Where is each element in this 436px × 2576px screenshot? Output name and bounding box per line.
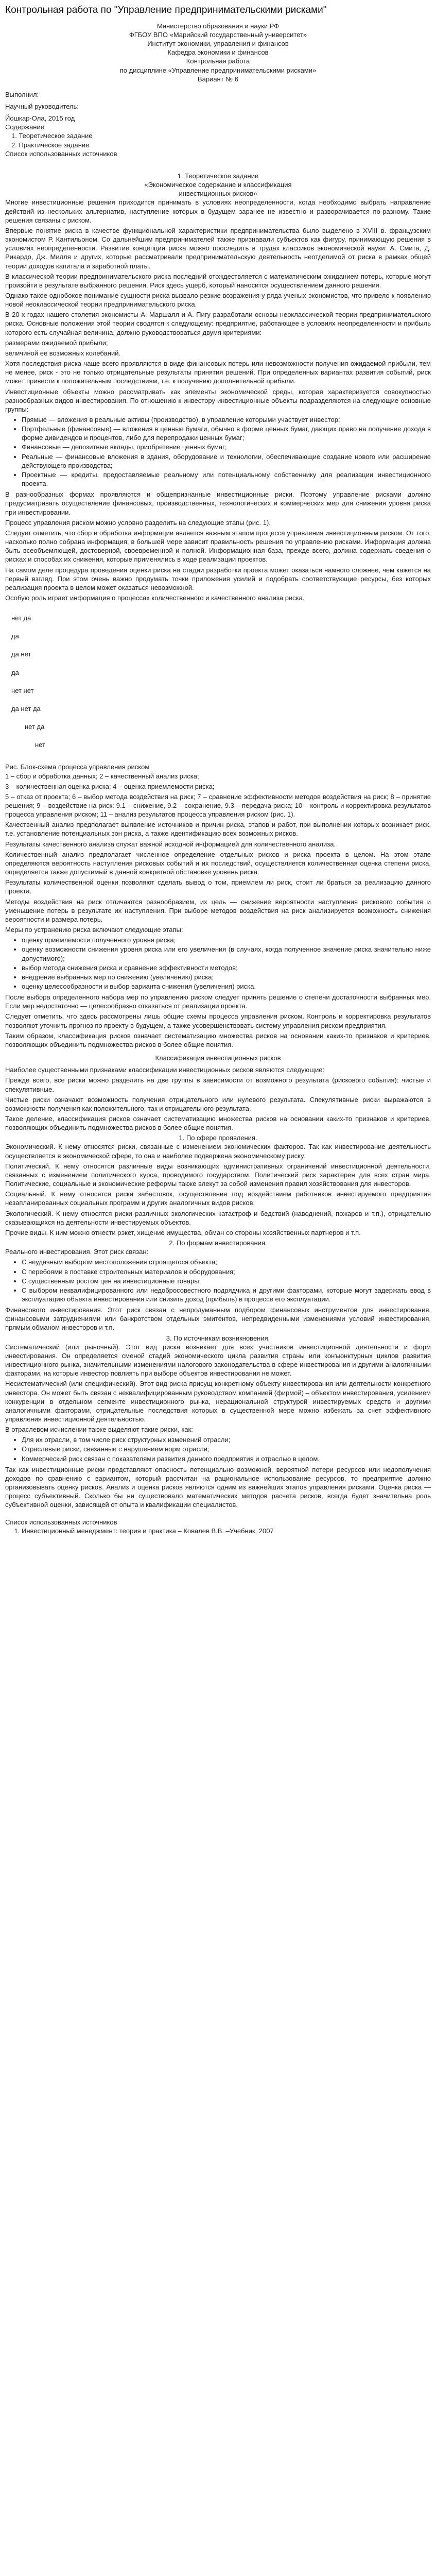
list-item: • С перебоями в поставке строительных материалов и оборудования;	[22, 1267, 431, 1276]
paragraph: Особую роль играет информация о процессах количественного и качественного анализа риска.	[5, 594, 305, 602]
flowchart-label: да нет	[11, 650, 31, 658]
contents-heading: Содержание	[5, 123, 44, 131]
list-item: • Для их отрасли, в том числе риск структурных изменений отрасли;	[22, 1435, 431, 1444]
references-list	[5, 1527, 431, 1535]
references-heading: Список использованных источников	[5, 1518, 117, 1526]
paragraph: Качественный анализ предполагает выявление источников и причин риска, этапов и работ, при выполнении которых возникает риск, т.е. установление потенциальных зон риска, а также идентификацию всех возможных рисков.	[5, 821, 431, 838]
reference-item: 1. Инвестиционный менеджмент: теория и практика – Ковалев В.В. –Учебник, 2007	[22, 1527, 431, 1535]
work-type-line: Контрольная работа	[186, 57, 250, 65]
university-line: ФГБОУ ВПО «Марийский государственный университет»	[129, 30, 307, 39]
measures-list	[5, 936, 431, 991]
list-item: • Финансовые — депозитные вклады, приобретение ценных бумаг;	[22, 443, 431, 451]
paragraph: Количественный анализ предполагает численное определение отдельных рисков и риска проекта в целом. На этом этапе определяются вероятность наступления рисковых событий и их последствий, осуществляется количественная оценка степени риска, определяется также допустимый в данной конкретной обстановке уровень риска.	[5, 850, 431, 876]
list-item: • Реальные — финансовые вложения в здания, оборудование и технологии, обеспечивающие создание нового или расширение действующего производства;	[22, 452, 431, 470]
flowchart-label: да нет да	[11, 704, 41, 713]
title-block	[5, 22, 431, 83]
paragraph: Экономический. К нему относятся риски, связанные с изменением экономических факторов. Так как инвестирование деятельность осуществляется в экономической сфере, то она и наиболее подвержена экономическому риску.	[5, 1143, 431, 1160]
section-subtitle: инвестиционных рисков»	[179, 190, 257, 198]
paragraph: величиной ее возможных колебаний.	[5, 349, 121, 357]
paragraph: Чистые риски означают возможность получения отрицательного или нулевого результата. Спекулятивные риски выражаются в возможности получения как положительного, так и отрицательного результата.	[5, 1095, 431, 1112]
city-year: Йошкар-Ола, 2015 год	[5, 114, 75, 123]
list-item: • внедрение выбранных мер по снижению (увеличению) риска;	[22, 973, 431, 981]
paragraph: Результаты количественной оценки позволяют сделать вывод о том, приемлем ли риск, стоит ли браться за реализацию данного проекта.	[5, 878, 431, 895]
paragraph: Многие инвестиционные решения приходится принимать в условиях неопределенности, когда необходимо выбрать направление действий из нескольких альтернатив, наступление которых в будущем заранее не известно и разворачивается по-разному. Такие решения связаны с риском.	[5, 198, 431, 224]
performed-label: Выполнил:	[5, 90, 39, 98]
paragraph: На самом деле процедура проведения оценки риска на стадии разработки проекта может оказаться намного сложнее, чем кажется на первый взгляд. При этом очень важно продумать точки приложения усилий и подобрать соответствующие ресурсы, без которых реализация проекта в целом может оказаться невозможной.	[5, 566, 431, 591]
paragraph: Политический. К нему относятся различные виды возникающих административных ограничений инвестиционной деятельности, связанных с изменением политического курса, проводимого государством. Политический риск характерен для всех стран мира. Политические, социальные и экономические реформы также влекут за собой изменения правил хозяйствования для инвесторов.	[5, 1162, 431, 1188]
paragraph: Систематический (или рыночный). Этот вид риска возникает для всех участников инвестиционной деятельности и форм инвестирования. Он определяется сменой стадий экономического цикла развития страны или конъюнктурных циклов развития инвестиционного рынка, значительными изменениями налогового законодательства в сфере инвестирования и другими аналогичными факторами, на которые инвестор повлиять при выборе объектов инвестирования не может.	[5, 1343, 431, 1378]
paragraph: Следует отметить, что сбор и обработка информации является важным этапом процесса управления инвестиционным риском. От того, насколько полно собрана информация, в большей мере зависит правильность решения по управлению рисками. Информация должна быть всеобъемлющей, достоверной, своевременной и полной. Информационная база, прежде всего, должна содержать сведения о рисках и способах их снижения, которые применялись в ходе реализации проектов.	[5, 529, 431, 564]
variant-line: Вариант № 6	[197, 75, 239, 83]
list-item: • оценку возможности снижения уровня риска или его увеличения (в случаях, когда полученное значение риска значительно ниже допустимого);	[22, 945, 431, 962]
toc-item: 1. Теоретическое задание	[11, 132, 93, 140]
paragraph: Впервые понятие риска в качестве функциональной характеристики предпринимательства было выделено в XVIII в. французским экономистом Р. Кантильоном. Со дальнейшим предпринимателей также признавали субъектов как фигуру, принимающую решения в условиях неопределенности. Развитие концепции риска можно проследить в трудах классиков экономической науки: А. Смита, Д. Рикардо, Дж. Милля и других, которые рассматривали предпринимательскую деятельность неотделимой от риска в рамках общей теории доходов капитала и заработной платы.	[5, 226, 431, 270]
paragraph: Социальный. К нему относятся риски забастовок, осуществления под воздействием работников инвестируемого предприятия незапланированных социальных программ и других аналогичных видов рисков.	[5, 1190, 431, 1207]
paragraph: Инвестиционные объекты можно рассматривать как элементы экономической среды, которая характеризуется совокупностью разнообразных видов инвестирования. По отношению к инвестору инвестиционные объекты подразделяются на следующие основные группы:	[5, 387, 431, 413]
paragraph: Такое деление, классификация рисков означает систематизацию множества рисков на основании каких-то признаков и критериев, позволяющих объединить подмножества рисков в более общие понятия.	[5, 1115, 431, 1132]
flowchart-label: да	[11, 632, 19, 640]
paragraph: Процесс управления риском можно условно разделить на следующие этапы (рис. 1).	[5, 518, 271, 527]
subsection-heading: 1. По сфере проявления.	[179, 1134, 257, 1142]
figure-caption: Рис. Блок-схема процесса управления риском	[5, 763, 150, 771]
paragraph: Финансового инвестирования. Этот риск связан с непродуманным подбором финансовых инструментов для инвестирования, финансовыми затруднениями или банкротством отдельных эмитентов, непредвиденными изменениями условий инвестирования, прямым обманом инвесторов и т.п.	[5, 1306, 431, 1332]
section-subtitle: «Экономическое содержание и классификация	[144, 181, 292, 189]
list-item: • оценку приемлемости полученного уровня риска;	[22, 936, 431, 944]
caption-item: 1 – сбор и обработка данных; 2 – качественный анализ риска;	[5, 772, 199, 780]
paragraph: Методы воздействия на риск отличаются разнообразием, их цель — снижение вероятности наступления рискового события и уменьшение потерь в результате их наступления. При выборе методов воздействия на риск анализируется возможность снижения вероятности и размера потерь.	[5, 897, 431, 923]
section-heading: 1. Теоретическое задание	[177, 172, 259, 180]
page-title: Контрольная работа по "Управление предпринимательскими рисками"	[5, 5, 327, 15]
paragraph: Экологический. К нему относятся риски различных экологических катастроф и бедствий (наводнений, пожаров и т.п.), отрицательно сказывающихся на деятельности инвестируемых объектов.	[5, 1209, 431, 1226]
toc-item: 2. Практическое задание	[11, 141, 90, 149]
list-item: • С неудачным выбором местоположения строящегося объекта;	[22, 1258, 431, 1266]
list-item: • Портфельные (финансовые) — вложения в ценные бумаги, обычно в форме ценных бумаг, дающих право на получение дохода в форме дивидендов и процентов, либо для перепродажи ценных бумаг;	[22, 425, 431, 442]
institute-line: Институт экономики, управления и финансов	[147, 40, 289, 48]
ministry-line: Министерство образования и науки РФ	[156, 22, 280, 30]
flowchart-residue	[5, 614, 431, 749]
paragraph: размерами ожидаемой прибыли;	[5, 338, 108, 347]
caption-item: 3 – количественная оценка риска; 4 – оценка приемлемости риска;	[5, 782, 215, 790]
list-item: • С существенным ростом цен на инвестиционные товары;	[22, 1277, 431, 1285]
paragraph: Прочие виды. К ним можно отнести рэкет, хищение имущества, обман со стороны хозяйственных партнеров и т.п.	[5, 1228, 361, 1236]
paragraph: Хотя последствия риска чаще всего проявляются в виде финансовых потерь или невозможности получения ожидаемой прибыли, тем не менее, риск - это не только отрицательные результаты принятия решений. При определенных вариантах развития событий, риск может привести к положительным последствиям, т.е. к получению дополнительной прибыли.	[5, 360, 431, 385]
list-item: • Коммерческий риск связан с показателями развития данного предприятия и отраслью в целом.	[22, 1454, 431, 1463]
paragraph: Результаты качественного анализа служат важной исходной информацией для количественного анализа.	[5, 840, 336, 848]
paragraph: Однако такое однобокое понимание сущности риска вызвало резкие возражения у ряда ученых-экономистов, что привело к появлению новой неоклассической теории предпринимательского риска.	[5, 291, 431, 309]
discipline-line: по дисциплине «Управление предпринимательскими рисками»	[119, 66, 317, 74]
flowchart-label: нет	[35, 741, 45, 749]
flowchart-label: нет да	[25, 723, 45, 731]
paragraph: В 20-х годах нашего столетия экономисты А. Маршалл и А. Пигу разработали основы неоклассической теории предпринимательского риска. Основные положения этой теории сводятся к следующему: предприятие, работающее в условиях неопределенности и прибыль которого есть случайная величина, должно руководствоваться двумя критериями:	[5, 311, 431, 336]
flowchart-label: да	[11, 668, 19, 676]
supervisor-label: Научный руководитель:	[5, 103, 79, 110]
toc-item: Список использованных источников	[5, 149, 117, 158]
real-investment-risk-list	[5, 1258, 431, 1303]
subsection-heading: 2. По формам инвестирования.	[169, 1239, 267, 1247]
flowchart-label: нет нет	[11, 686, 34, 694]
list-item: • Отраслевые риски, связанные с нарушением норм отрасли;	[22, 1445, 431, 1453]
investment-groups-list	[5, 415, 431, 488]
list-item: • выбор метода снижения риска и сравнение эффективности методов;	[22, 963, 431, 972]
list-item: • оценку целесообразности и выбор варианта снижения (увеличения) риска.	[22, 982, 431, 991]
paragraph: Реального инвестирования. Этот риск связан:	[5, 1248, 149, 1256]
paragraph: Следует отметить, что здесь рассмотрены лишь общие схемы процесса управления риском. Контроль и корректировка результатов позволяют уточнить прогноз по проекту в будущем, а также усовершенствовать систему управления риском предприятия.	[5, 1012, 431, 1029]
paragraph: Так как инвестиционные риски представляют опасность потенциально возможной, вероятной потери ресурсов или недополучения доходов по сравнению с вариантом, который рассчитан на рациональное использование ресурсов, то предприятие должно организовывать оценку рисков. Анализ и оценка рисков являются одним из важнейших этапов управления рисками. Оценка риска — процесс субъективный. Сколько бы ни существовало математических методов расчета рисков, всегда будет значительна роль субъективной оценки, зависящей от опыта и квалификации специалистов.	[5, 1465, 431, 1509]
paragraph: В классической теории предпринимательского риска последний отождествляется с математическим ожиданием потерь, которые могут произойти в результате выбранного решения. Риск здесь ущерб, который наносится осуществлением данного решения.	[5, 272, 431, 289]
caption-item: 5 – отказ от проекта; 6 – выбор метода воздействия на риск; 7 – сравнение эффективности методов воздействия на риск; 8 – принятие решения; 9 – воздействие на риск: 9.1 – снижение, 9.2 – сохранение, 9.3 – передача риска; 10 – контроль и корректировка результатов процесса управления риском; 11 – анализ результатов процесса управления риском (рис. 1).	[5, 792, 431, 819]
subsection-heading: 3. По источникам возникновения.	[166, 1334, 270, 1342]
paragraph: Таким образом, классификация рисков означает систематизацию множества рисков на основании каких-то признаков и критериев, позволяющих объединить подмножества рисков в более общие понятия.	[5, 1031, 431, 1048]
department-line: Кафедра экономики и финансов	[167, 48, 269, 57]
list-item: • С выбором неквалифицированного или недобросовестного подрядчика и другими факторами, которые могут задержать ввод в эксплуатацию объекта инвестирования или снизить доход (прибыль) в процессе его эксплуатации.	[22, 1286, 431, 1303]
paragraph: В отраслевом исчислении также выделяют такие риски, как:	[5, 1426, 193, 1434]
paragraph: Меры по устранению риска включают следующие этапы:	[5, 926, 183, 934]
paragraph: Прежде всего, все риски можно разделить на две группы в зависимости от возможного результата (рискового события): чистые и спекулятивные.	[5, 1076, 431, 1093]
list-item: • Проектные — кредиты, предоставляемые реальному или потенциальному собственнику для реализации инвестиционного проекта.	[22, 470, 431, 488]
list-item: • Прямые — вложения в реальные активы (производство), в управление которыми участвует инвестор;	[22, 415, 431, 424]
paragraph: После выбора определенного набора мер по управлению риском следует принять решение о степени достаточности выбранных мер. Если мер недостаточно — целесообразно отказаться от реализации проекта.	[5, 993, 431, 1010]
paragraph: Несистематический (или специфический). Этот вид риска присущ конкретному объекту инвестирования или деятельности конкретного инвестора. Он может быть связан с неквалифицированным руководством компанией (фирмой) – объектом инвестирования, усилением конкуренции в отдельном сегменте инвестиционного рынка, нерациональной структурой инвестируемых средств и другими аналогичными факторами, отрицательные последствия которых в существенной мере можно избежать за счет эффективного управления инвестиционной деятельностью.	[5, 1380, 431, 1423]
paragraph: Наиболее существенными признаками классификации инвестиционных рисков являются следующие:	[5, 1066, 325, 1074]
industry-risk-list	[5, 1435, 431, 1463]
section-heading: Классификация инвестиционных рисков	[155, 1054, 281, 1062]
flowchart-label: нет да	[11, 614, 31, 622]
paragraph: В разнообразных формах проявляются и общепризнанные инвестиционные риски. Поэтому управление рисками должно предусматривать осуществление финансовых, производственных, технологических и коммерческих мер для снижения уровня риска при инвестировании.	[5, 490, 431, 516]
